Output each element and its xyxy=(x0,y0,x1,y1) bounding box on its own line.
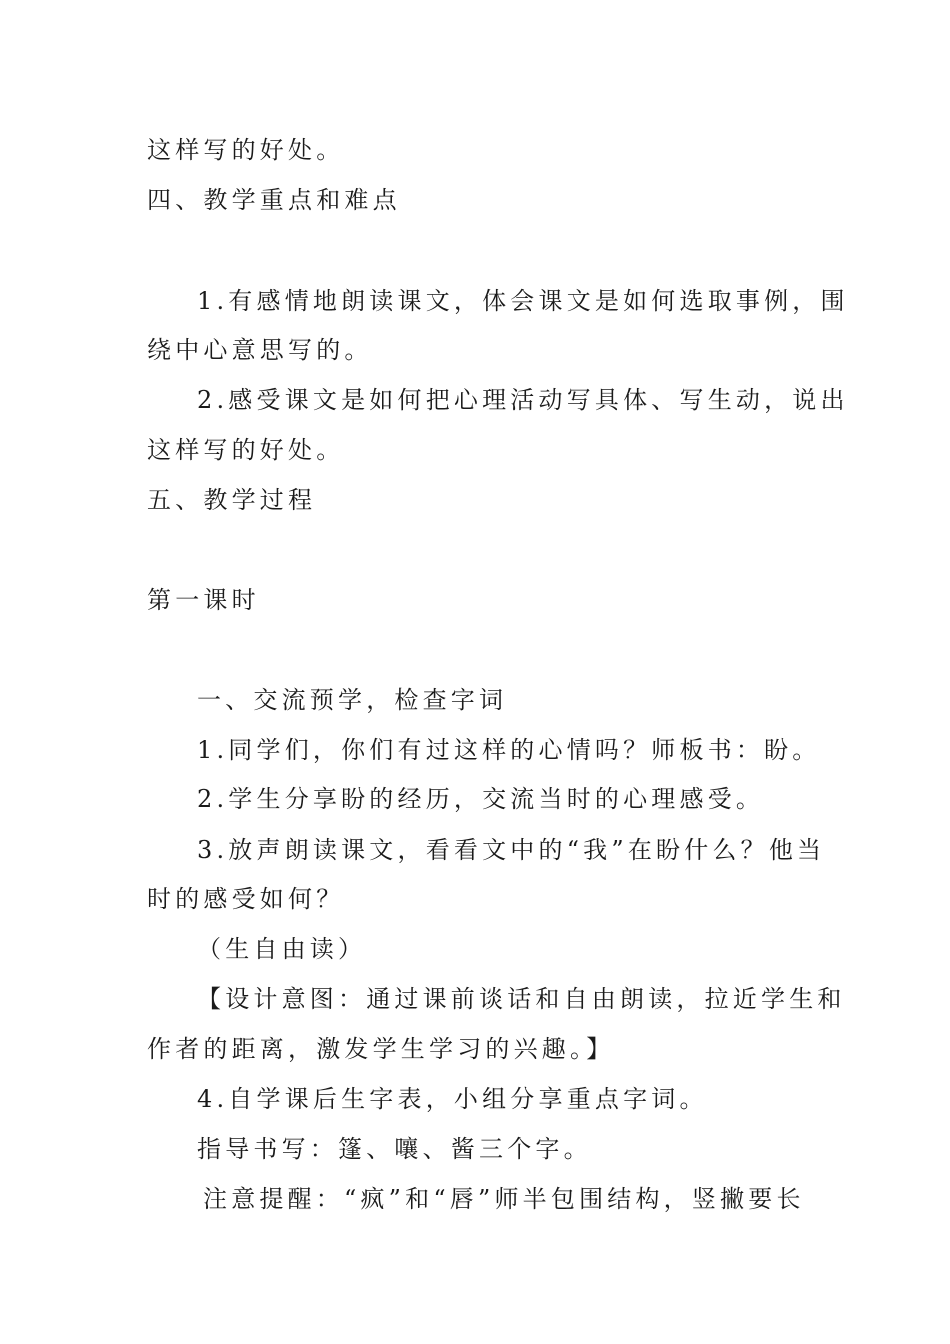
text-line: 注意提醒：“疯”和“唇”师半包围结构，竖撇要长 xyxy=(203,1185,805,1213)
text-line: 一、交流预学，检查字词 xyxy=(197,686,508,714)
text-line: 【设计意图：通过课前谈话和自由朗读，拉近学生和 xyxy=(197,985,846,1013)
text-line: 作者的距离，激发学生学习的兴趣。】 xyxy=(147,1035,615,1063)
subsection-heading: 第一课时 xyxy=(147,586,260,614)
text-line: 3.放声朗读课文，看看文中的“我”在盼什么？他当 xyxy=(197,836,826,864)
text-line: （生自由读） xyxy=(197,935,367,963)
text-line: 1.同学们，你们有过这样的心情吗？师板书：盼。 xyxy=(197,736,821,764)
text-line: 这样写的好处。 xyxy=(147,136,345,164)
text-line: 绕中心意思写的。 xyxy=(147,336,373,364)
text-line: 这样写的好处。 xyxy=(147,436,345,464)
text-line: 2.感受课文是如何把心理活动写具体、写生动，说出 xyxy=(197,386,849,414)
section-heading: 四、教学重点和难点 xyxy=(147,186,401,214)
section-heading: 五、教学过程 xyxy=(147,486,317,514)
text-line: 2.学生分享盼的经历，交流当时的心理感受。 xyxy=(197,785,765,813)
text-line: 指导书写：篷、嚷、酱三个字。 xyxy=(197,1135,592,1163)
text-line: 1.有感情地朗读课文，体会课文是如何选取事例，围 xyxy=(197,287,849,315)
text-line: 4.自学课后生字表，小组分享重点字词。 xyxy=(197,1085,708,1113)
text-line: 时的感受如何？ xyxy=(147,885,345,913)
